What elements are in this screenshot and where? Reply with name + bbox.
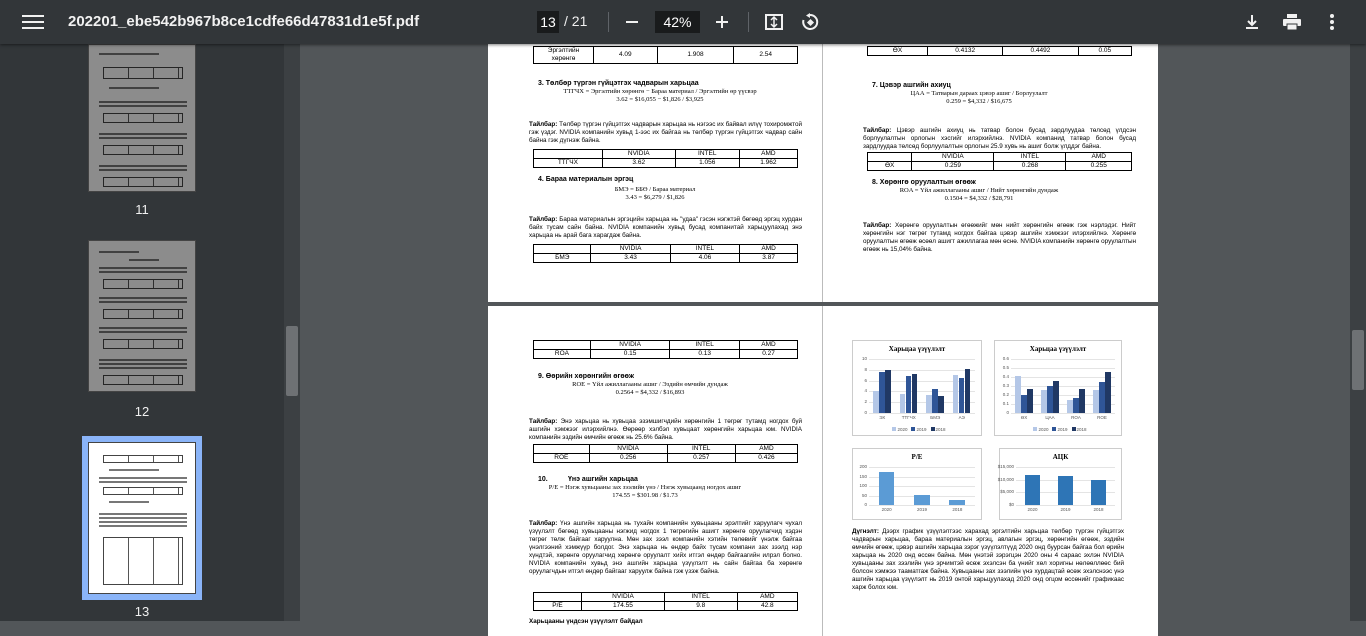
legend-swatch [892,427,896,431]
thumbnail-page-13[interactable] [88,442,196,594]
formula-line: 0.2564 = $4,332 / $16,893 [615,389,685,396]
y-tick-label: 0 [864,502,867,507]
x-tick-label: ROA [1071,415,1081,420]
table-header: INTEL [670,341,740,350]
formula [894,187,1064,203]
legend-swatch [911,427,915,431]
x-tick-label: 2020 [881,507,892,512]
roa-table [533,340,798,359]
y-tick-label: 4 [864,388,867,394]
paragraph-text: Төлбөр түргэн гүйцэтгэх чадварын харьцаа нь нэгээс их байвал илүү тохиромжтой гэж үздэг. NVIDIA компанийн хувьд 1-ээс их байгаа нь төлбөр түргэн гүйцэтгэх чадвар сайн байна гэж дүгнэж байна. [529,121,803,144]
chart-plot-area [859,464,975,512]
y-tick-label: $10,000 [997,476,1014,482]
table-cell: 3.62 [602,159,675,168]
table-header: INTEL [670,245,740,254]
table-header: NVIDIA [590,341,669,350]
section-heading: 4. Бараа материалын эргэц [538,176,634,183]
y-tick-label: 0.5 [1002,365,1009,370]
legend-label: 2019 [916,427,927,432]
chart-ratios-1 [852,340,982,436]
chart-bar [1093,390,1099,413]
y-tick-label: $5,000 [1000,489,1014,495]
chart-plot-area [861,356,975,420]
paragraph-label: Тайлбар: [863,127,892,134]
table-header [868,153,912,162]
chart-bar [879,472,895,505]
paragraph-text: Бараа материалын эргэцийн харьцаа нь "удаа" гэсэн нэгжтэй бөгөөд эргэц хурдан байх тусам сайн байна. NVIDIA компанийн хувьд бусад компанитай харьцуулахад энэ харьцаа нь арай бага харагдаж байна. [529,216,803,239]
document-scrollbar-thumb[interactable] [1352,330,1364,390]
thumbnail-label: 11 [135,202,149,217]
table-header: AMD [739,150,797,159]
formula-line: ROA = Үйл ажиллагааны ашиг / Нийт хөрөнгийн дундаж [899,187,1059,194]
y-tick-label: 0.6 [1002,356,1009,361]
formula-line: БМЭ = ББӨ / Бараа материал [614,186,696,193]
legend-swatch [1072,427,1076,431]
table-cell: Эргэлтийн хөрөнгө [534,47,594,64]
y-tick-label: 8 [864,366,867,372]
roe-table [533,444,798,463]
chart-legend [995,427,1121,432]
formula [560,381,740,397]
table-header: AMD [735,445,797,454]
table-cell: 0.256 [589,454,667,463]
chart-plot-area [997,464,1115,512]
chart-bar [1025,475,1041,505]
gridline [869,359,975,360]
pdf-page-12 [488,24,1158,302]
table-cell: 4.09 [594,47,658,64]
table-header: NVIDIA [602,150,675,159]
table-header: AMD [740,245,798,254]
table-header: INTEL [664,593,737,602]
table-cell: 1.962 [739,159,797,168]
paragraph [529,418,802,442]
chart-bar [1053,381,1059,413]
rotate-icon[interactable] [798,10,822,34]
paragraph-text: Цэвэр ашгийн ахиуц нь татвар болон бусад зардлуудаа төлсөд үлдсэн борлуулалтын орлогын хэсгийг илэрхийлнэ. NVIDIA компанид татвар болон бусад зардлуудаа төлсөд борлуулалтын орлогын 25.9 хувь нь ашиг болж үлддэг байна. [863,127,1137,150]
table-cell: 3.87 [740,254,798,263]
paragraph-text: Дээрх график үзүүлэлтээс харахад эргэлтийн харьцаа төлбөр түргэн гүйцэтгэх чадварын харьцаа, бараа материалын эргэц, авлагын эргэц, хөрөнгийн өгөөж, эздийн өмчийн өгөөж, цэвэр ашгийн харьцаа зэрэг үзүүлэлтүүд 2020 онд буурсан байгаа бол өрийн харьцаа нь 2020 онд өссөн байна. Мөн үнэтэй зэрэгцэн 2020 оны 4 сараас эхлэн NVIDIA хувьцааны зах зээлийн үнэ эрчимтэй өсөж эхэлсэн ба үнийг хөл хоригны нөлөөллөөс бий болсон хэмжээ тааматгаж байна. Хувьцааны зах зээлийн үнэ хурдацтай өсөж эхэлснээс үнэ ашгийн харьцаа үзүүлэлт нь 2019 онтой харьцуулахад 2020 онд огцом өссөнийг графикаас харж болох юм. [852,528,1125,591]
chart-bar [1021,395,1027,413]
formula-line: 3.43 = $6,279 / $1,826 [625,194,685,201]
table-cell: 0.4492 [1003,47,1078,56]
formula-line: 0.1504 = $4,332 / $28,791 [944,195,1014,202]
table-header [534,593,582,602]
chart-bar [1058,476,1074,505]
paragraph [863,222,1136,254]
pdf-page-13 [488,306,1158,636]
y-tick-label: 200 [859,464,867,469]
page-total: / 21 [564,13,588,29]
x-tick-label: ROE [1097,415,1107,420]
chart-bar [1105,372,1111,413]
paragraph [863,127,1136,151]
gridline [1011,413,1115,414]
x-tick-label: 2018 [1093,507,1104,512]
chart-pe [852,448,982,520]
legend-swatch [931,427,935,431]
table-cell: 0.259 [912,162,994,171]
y-tick-label: 0.3 [1002,383,1009,388]
sidebar-scrollbar-thumb[interactable] [286,326,298,396]
table-header [534,245,591,254]
spread-divider [822,306,823,636]
legend-swatch [1033,427,1037,431]
pdf-toolbar [0,0,1366,44]
download-icon[interactable] [1240,10,1264,34]
spread-divider [822,24,823,302]
paragraph [529,216,802,240]
x-tick-label: 2019 [1060,507,1071,512]
paragraph-label: Тайлбар: [529,520,558,527]
table-cell: 0.255 [1066,162,1132,171]
zoom-out-icon[interactable] [620,10,644,34]
chart-bar [879,372,885,413]
y-tick-label: 50 [861,492,867,498]
x-tick-label: 2019 [916,507,927,512]
chart-title: АЦК [1052,453,1069,461]
y-tick-label: 0 [864,410,867,415]
legend-label: 2019 [1057,427,1068,432]
chart-bar [873,391,879,413]
quick-ratio-table [533,149,798,168]
more-icon[interactable] [1320,10,1344,34]
legend-label: 2018 [935,427,946,432]
table-header: AMD [737,593,797,602]
paragraph-label: Тайлбар: [863,222,892,229]
chart-bar [914,495,930,505]
formula-line: ROE = Үйл ажиллагааны ашиг / Эздийн өмчийн дундаж [572,381,728,388]
chart-title: P/E [911,453,923,461]
zoom-in-icon[interactable] [710,10,734,34]
table-cell: ӨХ [868,162,912,171]
y-tick-label: 0.2 [1002,392,1009,397]
section-heading: Үнэ ашгийн харьцаа [568,476,638,483]
gridline [869,413,975,414]
section-heading: 3. Төлбөр түргэн гүйцэтгэх чадварын харьцаа [538,80,699,87]
paragraph-text: Энэ харьцаа нь хувьцаа эзэмшигчдийн хөрөнгийн 1 төгрөг тутамд ногдох буй ашгийн хэмжээг илэрхийлнэ. Өөрөөр хэлбэл хувьцаат хөрөнгийн харьцаа юм. NVIDIA компанийн эздийн өмчийн өгөөж нь 25.6% байна. [529,418,802,441]
table-cell: 42.8 [737,602,797,611]
table-header: NVIDIA [912,153,994,162]
chart-bar [949,500,965,505]
current-ratio-table [533,46,798,64]
formula-line: ЦАА = Татварын дараах цэвэр ашиг / Борлуулалт [910,90,1048,97]
x-tick-label: 2020 [1027,507,1038,512]
chart-bar [1073,398,1079,413]
chart-title: Харьцаа үзүүлэлт [888,345,946,353]
gridline [1011,377,1115,378]
table-cell: 0.05 [1078,47,1131,56]
section-heading: 8. Хөрөнгө оруулалтын өгөөж [872,179,976,186]
chart-bar [932,389,938,413]
table-header: NVIDIA [589,445,667,454]
paragraph-text: Хөрөнгө оруулалтын өгөөжийг мөн нийт хөрөнгийн өгөөж гэж нэрлэдэг. Нийт хөрөнгийн нэг төгрөг тутамд ногдох байгаа цэвэр ашгийн хэмжээг илэрхийлнэ. Хөрөнгө оруулалтын өгөөж өсөөл ашигт ажиллагаа мөн өснө. NVIDIA компанийн хөрөнгө оруулалтын өгөөж нь 15,04% байна. [863,222,1136,253]
y-tick-label: 0.4 [1002,374,1009,379]
chart-bar [1067,400,1073,414]
paragraph-label: Тайлбар: [529,418,558,425]
paragraph-cut: Харьцааны үндсэн үзүүлэлт байдал [529,618,643,625]
table-cell: P/E [534,602,582,611]
chart-bar [953,375,959,413]
document-viewer [300,44,1350,625]
paragraph-label: Тайлбар: [529,216,558,223]
chart-bar [1027,389,1033,413]
gridline [1016,467,1115,468]
chart-bar [1079,389,1085,413]
table-cell: 1.908 [657,47,734,64]
zoom-level-input[interactable]: 42% [655,11,700,33]
table-cell: 1.056 [675,159,739,168]
table-cell: 0.426 [735,454,797,463]
x-tick-label: АЭ [958,415,965,420]
paragraph [529,121,802,145]
gridline [869,505,975,506]
legend-label: 2020 [897,427,908,432]
y-tick-label: 10 [861,356,867,361]
y-tick-label: 2 [864,399,867,405]
y-tick-label: 100 [859,483,867,488]
legend-label: 2018 [1076,427,1087,432]
table-header: NVIDIA [582,593,665,602]
paragraph [852,528,1124,592]
table-cell: 0.27 [740,350,798,359]
print-icon[interactable] [1280,10,1304,34]
chart-bar [959,378,965,413]
table-header: AMD [1066,153,1132,162]
thumbnail-sidebar [0,44,284,621]
page-number-input[interactable]: 13 [537,11,559,33]
chart-bar [1091,480,1107,505]
formula-line: 0.259 = $4,332 / $16,675 [946,98,1012,105]
thumbnail-label: 13 [134,604,150,619]
table-cell: 2.54 [734,47,798,64]
formula [560,88,760,104]
chart-bar [938,396,944,413]
table-header: INTEL [667,445,735,454]
chart-title: Харьцаа үзүүлэлт [1029,345,1087,353]
paragraph [529,520,802,576]
chart-bar [912,374,918,413]
table-header: INTEL [994,153,1066,162]
table-header: AMD [740,341,798,350]
legend-swatch [1052,427,1056,431]
chart-plot-area [1002,356,1115,420]
table-cell: ӨХ [868,47,928,56]
paragraph-label: Тайлбар: [529,121,558,128]
table-cell: 0.268 [994,162,1066,171]
inventory-turnover-table [533,244,798,263]
chart-bar [900,394,906,413]
gridline [1016,505,1115,506]
chart-bar [926,395,932,413]
thumbnail-label: 12 [134,404,150,419]
net-margin-table [867,152,1132,171]
table-cell: 0.13 [670,350,740,359]
chart-eps [999,448,1122,520]
formula-line: 174.55 = $301.98 / $1.73 [612,492,678,499]
menu-icon[interactable] [22,12,44,32]
section-heading: 9. Өөрийн хөрөнгийн өгөөж [538,373,634,380]
section-heading: 7. Цэвэр ашгийн ахиуц [872,82,951,89]
formula [540,484,750,500]
formula-line: ТТГЧХ = Эргэлтийн хөрөнгө − Бараа материал / Эргэлтийн өр үүсвэр [563,88,757,95]
formula-line: P/E = Нэгж хувьцааны зах зээлийн үнэ / Нэгж хувьцаанд ногдох ашиг [548,484,742,491]
chart-bar [1047,386,1053,413]
x-tick-label: ЭХ [879,415,886,420]
gridline [1011,368,1115,369]
y-tick-label: 0.1 [1002,401,1009,406]
document-title: 202201_ebe542b967b8ce1cdfe66d47831d1e5f.pdf [68,13,420,30]
table-header [534,150,603,159]
chart-bar [1015,376,1021,413]
gridline [869,467,975,468]
section-number: 10. [538,476,548,483]
table-header: NVIDIA [591,245,670,254]
thumbnail-page-11[interactable] [88,44,196,192]
table-header: INTEL [675,150,739,159]
x-tick-label: БМЭ [930,415,941,420]
chart-bar [965,369,971,413]
table-cell: 9.8 [664,602,737,611]
x-tick-label: ӨХ [1020,415,1028,420]
chart-bar [1041,390,1047,413]
x-tick-label: 2018 [952,507,963,512]
y-tick-label: 6 [864,377,867,383]
gridline [1011,359,1115,360]
paragraph-text: Үнэ ашгийн харьцаа нь тухайн компанийн хувьцааны эрэлтийг харуулагч чухал үзүүлэлт бөгөөд хувьцааны нэгжид ногдох 1 төгрөгийн ашигт хөрөнгө оруулагчид хэдэн төгрөг төлж байгааг харуулна. Мөн зах зээл компанийн хэтийн төлөвийг үнэлж байгаа үнэлгээний хэмжүүр болдог. Энэ харьцаа нь өндөр байх тусам компани зах зээлд нэр хүндтэй, хөрөнгө оруулагчид хөрөнгө оруулалт хийх итгэл өндөр байгаагийн илрэл болно. NVIDIA компанийн хувьд энэ ашгийн харьцаа үзүүлэлт нь сайн байгаа ба хөрөнгө оруулагчдын итгэл өндөр байгааг харуулж байна гэж үзэж байна. [529,520,803,575]
toolbar-divider [608,12,609,32]
y-tick-label: 150 [859,473,867,479]
formula-line: 3.62 = $16,055 − $1,826 / $3,925 [616,96,704,103]
legend-label: 2020 [1038,427,1049,432]
table-cell: 3.43 [591,254,670,263]
pe-table [533,592,798,611]
x-tick-label: ЦАА [1045,415,1055,420]
chart-ratios-2 [994,340,1122,436]
table-header [534,445,590,454]
chart-bar [885,370,891,413]
y-tick-label: 0 [1006,410,1009,415]
table-cell: 4.06 [670,254,740,263]
table-cell: ТТГЧХ [534,159,603,168]
fit-page-icon[interactable] [762,10,786,34]
chart-bar [906,376,912,413]
table-cell: 0.4132 [928,47,1003,56]
table-cell: 174.55 [582,602,665,611]
chart-bar [1099,382,1105,413]
y-tick-label: $15,000 [997,464,1014,469]
table-cell: ROA [534,350,591,359]
thumbnail-page-12[interactable] [88,240,196,392]
table-cell: 0.15 [590,350,669,359]
formula [894,90,1064,106]
formula [580,186,730,202]
table-cell: ROE [534,454,590,463]
toolbar-divider [748,12,749,32]
table-cell: 0.257 [667,454,735,463]
paragraph-label: Дүгнэлт: [852,528,879,535]
debt-ratio-table [867,46,1132,56]
y-tick-label: $0 [1008,502,1014,507]
chart-legend [853,427,981,432]
table-header [534,341,591,350]
x-tick-label: ТТГЧХ [901,415,916,420]
table-cell: БМЭ [534,254,591,263]
